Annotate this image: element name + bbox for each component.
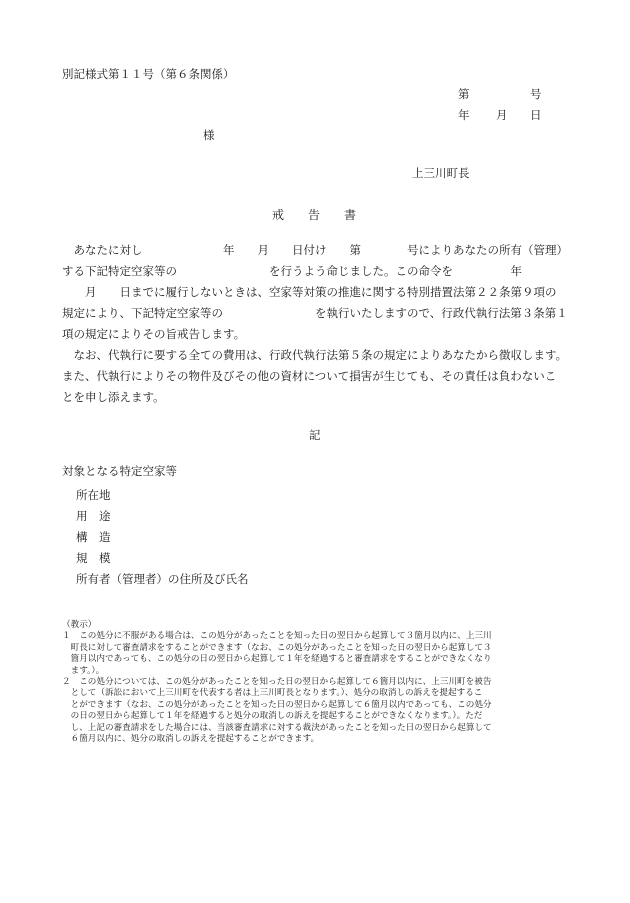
document-title: 戒 告 書	[272, 208, 357, 222]
note-line: とができます（なお、この処分があったことを知った日の翌日から起算して６箇月以内であっても、この処分	[62, 699, 492, 710]
instructions-notes	[62, 620, 574, 745]
target-item-structure: 構 造	[76, 530, 111, 544]
target-item-owner: 所有者（管理者）の住所及び氏名	[76, 572, 249, 586]
body-line: 項の規定によりその旨戒告します。	[62, 327, 246, 341]
target-heading: 対象となる特定空家等	[62, 464, 177, 478]
target-item-scale: 規 模	[76, 551, 111, 565]
body-line: 規定により、下記特定空家等の を執行いたしますので、行政代執行法第３条第１	[62, 306, 568, 320]
number-prefix: 第	[458, 87, 470, 101]
addressee-honorific: 様	[203, 128, 215, 142]
body-line: また、代執行によりその物件及びその他の資材について損害が生じても、その責任は負わないこ	[62, 369, 557, 383]
target-items	[76, 485, 249, 590]
target-item-location: 所在地	[76, 488, 111, 502]
date-year: 年	[458, 108, 470, 122]
note-line: の日の翌日から起算して１年を経過すると処分の取消しの訴えを提起することができなくなります。）。ただ	[62, 711, 483, 722]
date-day: 日	[530, 108, 542, 122]
note-line: として（訴訟において上三川町を代表する者は上三川町長となります。）、処分の取消しの訴えを提起するこ	[62, 688, 483, 699]
body-line: 月 日までに履行しないときは、空家等対策の推進に関する特別措置法第２２条第９項の	[62, 285, 557, 299]
note-line: ます。）。	[62, 665, 105, 676]
note-line: 町長に対して審査請求をすることができます（なお、この処分があったことを知った日の翌日から起算して３	[62, 642, 492, 653]
notes-heading: （教示）	[62, 620, 97, 630]
note-line: 箇月以内であっても、この処分の日の翌日から起算して１年を経過すると審査請求をすることができなくなり	[62, 654, 492, 665]
date-month: 月	[496, 108, 508, 122]
number-suffix: 号	[530, 87, 542, 101]
note-line: １ この処分に不服がある場合は、この処分があったことを知った日の翌日から起算して３箇月以内に、上三川	[62, 631, 492, 642]
note-line: し、上記の審査請求をした場合には、当該審査請求に対する裁決があったことを知った日の翌日から起算して	[62, 722, 492, 733]
note-line: ２ この処分については、この処分があったことを知った日の翌日から起算して６箇月以内に、上三川町を被告	[62, 677, 492, 688]
body-line: とを申し添えます。	[62, 390, 165, 404]
body-line: なお、代執行に要する全ての費用は、行政代執行法第５条の規定によりあなたから徴収します。	[62, 348, 568, 362]
body-paragraph	[62, 240, 582, 408]
body-line: する下記特定空家等の を行うよう命じました。この命令を 年	[62, 264, 522, 278]
target-item-use: 用 途	[76, 509, 111, 523]
issuer-name: 上三川町長	[412, 166, 470, 180]
body-line: あなたに対し 年 月 日付け 第 号によりあなたの所有（管理）	[62, 243, 568, 257]
note-line: ６箇月以内に、処分の取消しの訴えを提起することができます。	[62, 734, 320, 745]
form-label: 別記様式第１１号（第６条関係）	[62, 67, 235, 81]
ki-heading: 記	[309, 428, 321, 442]
